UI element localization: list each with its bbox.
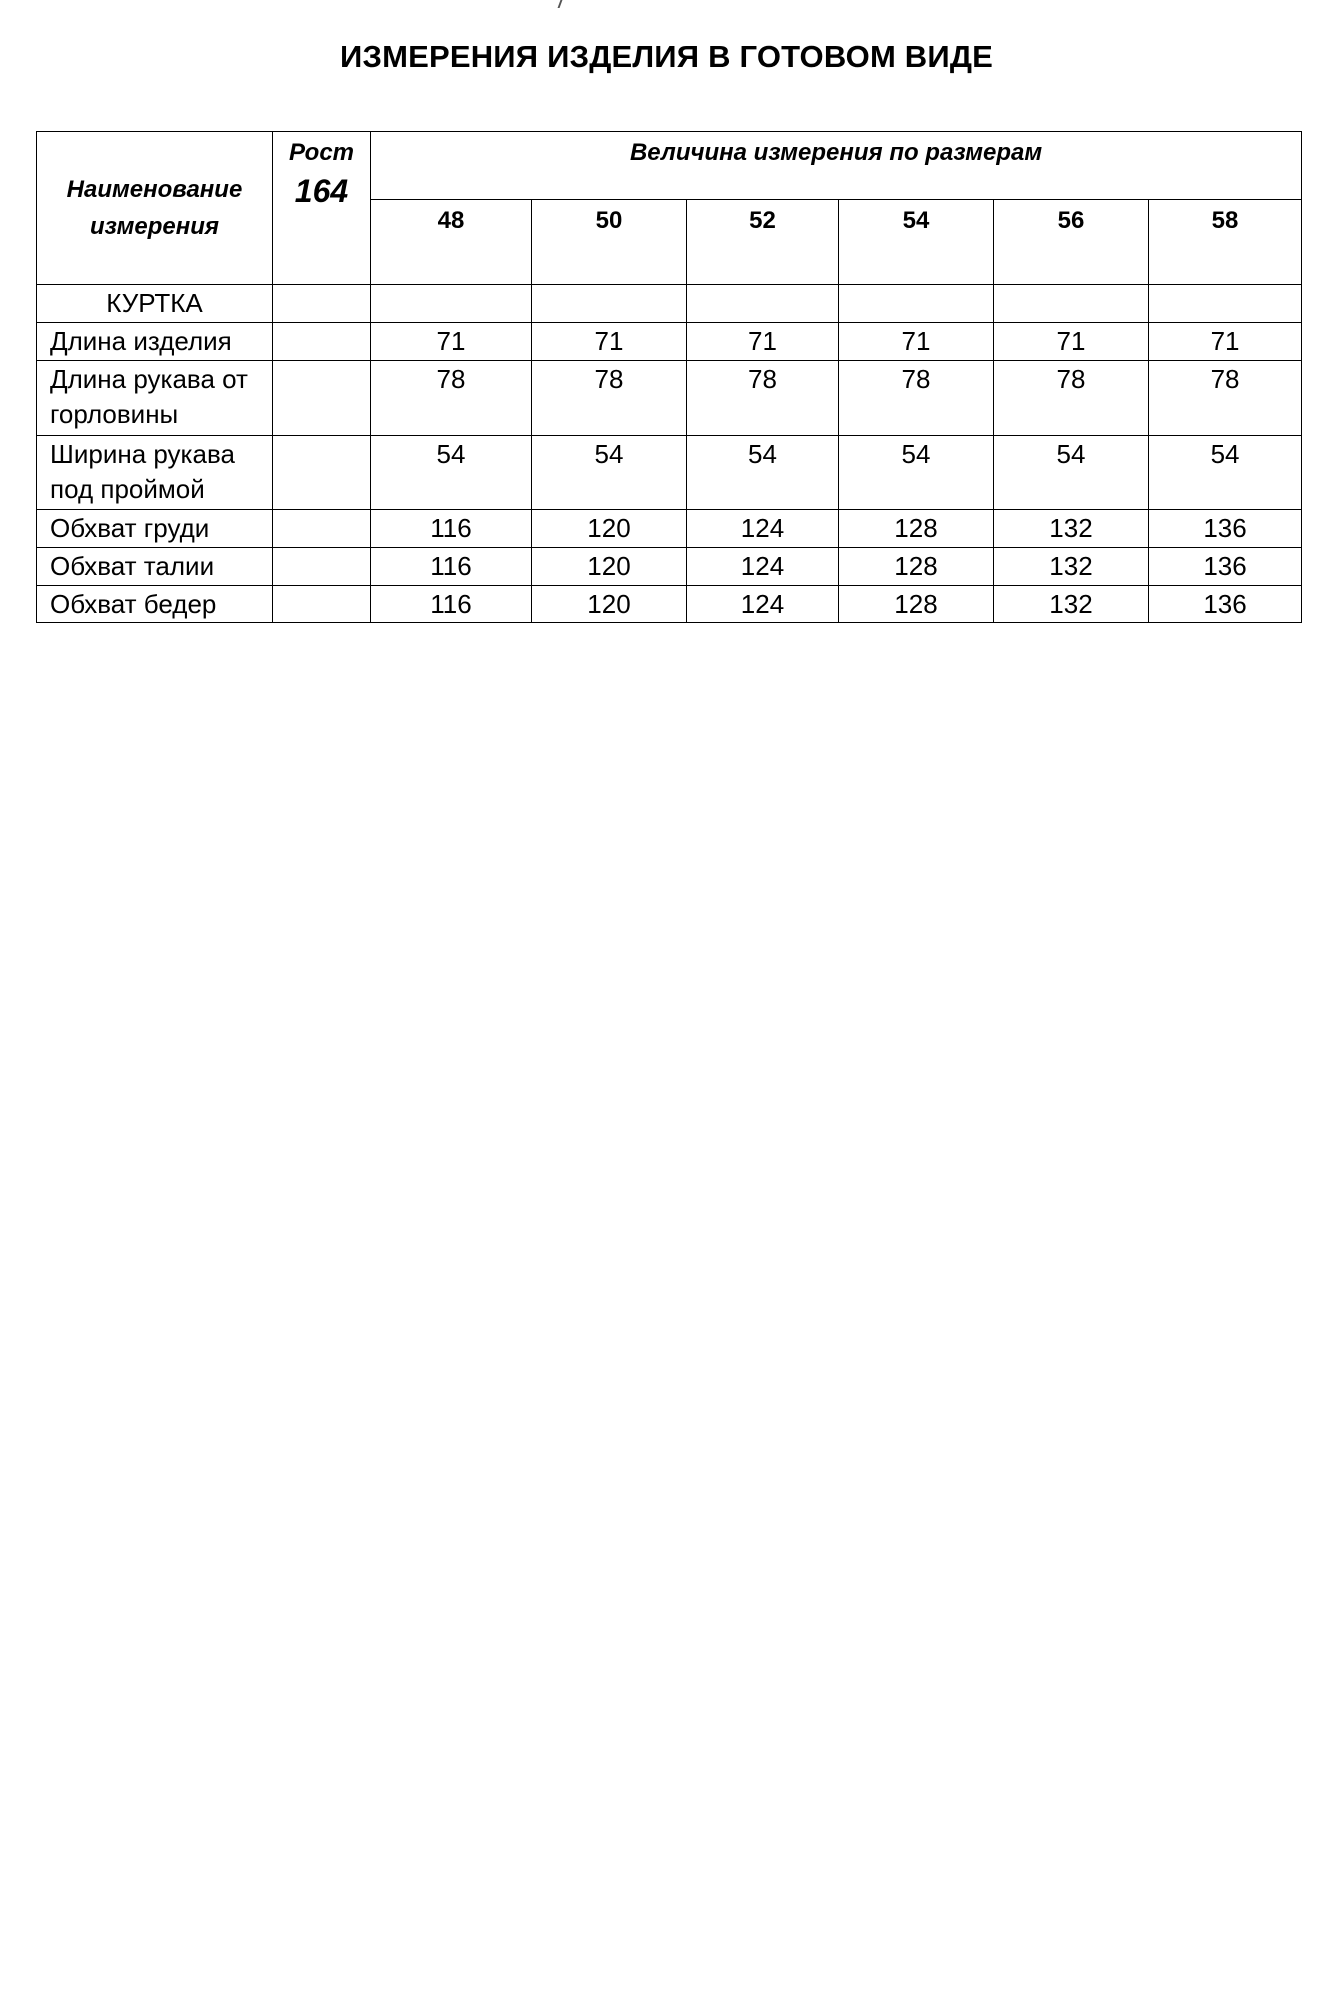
height-value: 164 <box>294 173 349 209</box>
row-label: Обхват талии <box>37 548 273 586</box>
table-row <box>37 436 1302 510</box>
table-row <box>37 361 1302 436</box>
value-cell: 132 <box>994 586 1149 623</box>
height-header <box>273 132 371 285</box>
height-cell <box>273 586 371 623</box>
size-header: 48 <box>371 200 532 285</box>
section-row <box>37 285 1302 323</box>
value-cell: 136 <box>1149 510 1302 548</box>
value-cell <box>532 285 687 323</box>
row-label: Длина изделия <box>37 323 273 361</box>
table-row <box>37 510 1302 548</box>
value-cell: 124 <box>687 548 839 586</box>
height-label: Рост <box>288 139 355 166</box>
size-header: 50 <box>532 200 687 285</box>
measurement-name-header: Наименование измерения <box>37 132 273 285</box>
row-label: Обхват бедер <box>37 586 273 623</box>
value-cell: 136 <box>1149 548 1302 586</box>
size-header: 52 <box>687 200 839 285</box>
section-label: КУРТКА <box>37 285 273 323</box>
height-cell <box>273 510 371 548</box>
value-cell <box>1149 285 1302 323</box>
value-cell: 71 <box>839 323 994 361</box>
value-cell: 120 <box>532 510 687 548</box>
header-row <box>37 132 1302 200</box>
value-cell: 71 <box>371 323 532 361</box>
height-cell <box>273 361 371 436</box>
value-cell: 128 <box>839 586 994 623</box>
value-cell: 78 <box>839 361 994 436</box>
table-row <box>37 586 1302 623</box>
value-cell: 116 <box>371 510 532 548</box>
table-row <box>37 323 1302 361</box>
value-cell: 78 <box>994 361 1149 436</box>
value-cell <box>371 285 532 323</box>
value-cell <box>687 285 839 323</box>
value-cell: 54 <box>994 436 1149 510</box>
sizes-caption: Величина измерения по размерам <box>371 132 1302 200</box>
row-label: Длина рукава от горловины <box>37 361 273 436</box>
value-cell: 120 <box>532 548 687 586</box>
value-cell: 78 <box>1149 361 1302 436</box>
value-cell: 78 <box>687 361 839 436</box>
value-cell: 128 <box>839 548 994 586</box>
size-header: 54 <box>839 200 994 285</box>
value-cell: 124 <box>687 586 839 623</box>
value-cell <box>994 285 1149 323</box>
height-cell <box>273 436 371 510</box>
value-cell: 132 <box>994 510 1149 548</box>
value-cell <box>839 285 994 323</box>
value-cell: 78 <box>532 361 687 436</box>
size-header: 58 <box>1149 200 1302 285</box>
value-cell: 128 <box>839 510 994 548</box>
value-cell: 71 <box>687 323 839 361</box>
value-cell: 120 <box>532 586 687 623</box>
value-cell: 54 <box>687 436 839 510</box>
cropped-glyph-mark <box>558 0 563 8</box>
table-row <box>37 548 1302 586</box>
size-header: 56 <box>994 200 1149 285</box>
value-cell: 54 <box>532 436 687 510</box>
value-cell: 54 <box>371 436 532 510</box>
value-cell: 78 <box>371 361 532 436</box>
height-cell <box>273 548 371 586</box>
value-cell: 116 <box>371 586 532 623</box>
row-label: Обхват груди <box>37 510 273 548</box>
height-cell <box>273 285 371 323</box>
value-cell: 71 <box>1149 323 1302 361</box>
value-cell: 132 <box>994 548 1149 586</box>
value-cell: 116 <box>371 548 532 586</box>
value-cell: 54 <box>1149 436 1302 510</box>
value-cell: 54 <box>839 436 994 510</box>
page-title: ИЗМЕРЕНИЯ ИЗДЕЛИЯ В ГОТОВОМ ВИДЕ <box>339 39 994 74</box>
value-cell: 71 <box>994 323 1149 361</box>
height-cell <box>273 323 371 361</box>
value-cell: 71 <box>532 323 687 361</box>
row-label: Ширина рукава под проймой <box>37 436 273 510</box>
value-cell: 136 <box>1149 586 1302 623</box>
value-cell: 124 <box>687 510 839 548</box>
measurements-table <box>36 131 1302 623</box>
